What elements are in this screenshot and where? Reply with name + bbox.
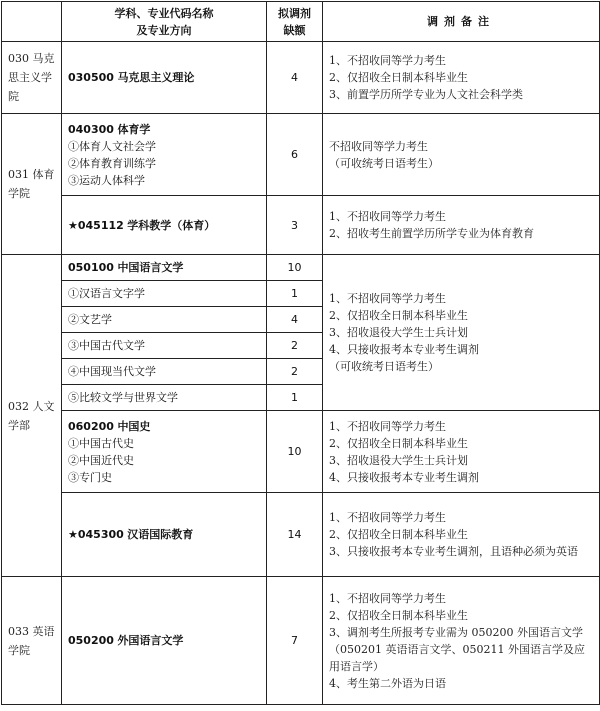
table-row (2, 577, 600, 705)
table-row (2, 196, 600, 255)
quota-cell: 3 (267, 196, 323, 255)
note-line: 不招收同等学力考生 (329, 139, 428, 153)
major-cell (62, 114, 267, 196)
major-cell (62, 577, 267, 705)
note-line: 2、仅招收全日制本科毕业生 (329, 71, 468, 84)
direction-cell: ⑤比较文学与世界文学 (62, 385, 267, 411)
note-line: 2、仅招收全日制本科毕业生 (329, 608, 468, 622)
quota-cell: 6 (267, 114, 323, 196)
note-line: 1、不招收同等学力考生 (329, 419, 446, 433)
table-header-row (2, 2, 600, 42)
note-line: 1、不招收同等学力考生 (329, 591, 446, 605)
major-code: 060200 (68, 419, 114, 433)
header-major (62, 2, 267, 42)
notes-cell (323, 114, 600, 196)
note-line: 3、调剂考生所报考专业需为 050200 外国语言文学（050201 英语语言文学、050211 外国语言学及应用语言学） (329, 625, 585, 673)
major-cell (62, 196, 267, 255)
major-cell (62, 411, 267, 493)
notes-cell (323, 196, 600, 255)
major-code: ★045300 (68, 528, 124, 541)
major-name: 汉语国际教育 (127, 528, 194, 541)
note-line: 2、仅招收全日制本科毕业生 (329, 528, 468, 541)
major-code: 030500 (68, 71, 114, 84)
major-name: 马克思主义理论 (117, 71, 195, 84)
major-code: 040300 (68, 122, 114, 136)
major-name: 学科教学（体育） (127, 218, 216, 232)
notes-cell (323, 255, 600, 411)
major-code: 050200 (68, 634, 114, 647)
table-row (2, 114, 600, 196)
quota-cell: 10 (267, 411, 323, 493)
note-line: （可收统考日语考生） (329, 156, 439, 170)
major-cell (62, 255, 267, 281)
note-line: 3、招收退役大学生士兵计划 (329, 326, 468, 339)
note-line: 1、不招收同等学力考生 (329, 511, 446, 524)
dept-cell-marxism: 030 马克思主义学院 (2, 42, 62, 114)
table-row (2, 42, 600, 114)
note-line: 3、只接收报考本专业考生调剂，且语种必须为英语 (329, 545, 578, 558)
note-line: 4、考生第二外语为日语 (329, 676, 446, 690)
direction-cell: ③中国古代文学 (62, 333, 267, 359)
table-row (2, 255, 600, 281)
dept-cell-humanities: 032 人文学部 (2, 255, 62, 577)
quota-cell: 2 (267, 333, 323, 359)
quota-cell: 2 (267, 359, 323, 385)
header-quota-line1: 拟调剂 (278, 6, 311, 20)
note-line: 4、只接收报考本专业考生调剂 (329, 343, 479, 356)
major-title-line (68, 121, 260, 138)
note-line: 1、不招收同等学力考生 (329, 54, 446, 67)
note-line: 2、招收考生前置学历所学专业为体育教育 (329, 227, 534, 240)
table-row (2, 493, 600, 577)
quota-cell: 4 (267, 307, 323, 333)
notes-cell (323, 577, 600, 705)
header-quota (267, 2, 323, 42)
direction-item: ②中国近代史 (68, 453, 134, 467)
major-cell (62, 493, 267, 577)
quota-cell: 14 (267, 493, 323, 577)
note-line: 3、前置学历所学专业为人文社会科学类 (329, 88, 523, 101)
notes-cell (323, 42, 600, 114)
major-name: 中国语言文学 (117, 261, 184, 274)
major-name: 体育学 (117, 122, 151, 136)
direction-item: ①中国古代史 (68, 436, 134, 450)
adjustment-table (1, 1, 600, 705)
quota-cell: 7 (267, 577, 323, 705)
direction-cell: ①汉语言文字学 (62, 281, 267, 307)
note-line: 1、不招收同等学力考生 (329, 210, 446, 223)
direction-item: ③运动人体科学 (68, 173, 145, 187)
note-line: （可收统考日语考生） (329, 360, 439, 373)
note-line: 2、仅招收全日制本科毕业生 (329, 309, 468, 322)
note-line: 4、只接收报考本专业考生调剂 (329, 470, 479, 484)
major-code: ★045112 (68, 218, 124, 232)
quota-cell: 1 (267, 281, 323, 307)
quota-cell: 4 (267, 42, 323, 114)
direction-item: ③专门史 (68, 470, 112, 484)
direction-cell: ④中国现当代文学 (62, 359, 267, 385)
major-title-line (68, 418, 260, 435)
note-line: 3、招收退役大学生士兵计划 (329, 453, 468, 467)
direction-cell: ②文艺学 (62, 307, 267, 333)
table-row (2, 411, 600, 493)
header-major-line1: 学科、专业代码名称 (114, 6, 214, 20)
notes-cell (323, 411, 600, 493)
header-dept (2, 2, 62, 42)
quota-cell: 1 (267, 385, 323, 411)
major-name: 中国史 (117, 419, 151, 433)
note-line: 1、不招收同等学力考生 (329, 292, 446, 305)
dept-cell-pe: 031 体育学院 (2, 114, 62, 255)
direction-item: ②体育教育训练学 (68, 156, 156, 170)
header-quota-line2: 缺额 (283, 23, 306, 37)
major-cell (62, 42, 267, 114)
header-notes: 调剂备注 (323, 2, 600, 42)
notes-cell (323, 493, 600, 577)
quota-cell: 10 (267, 255, 323, 281)
header-major-line2: 及专业方向 (136, 23, 192, 37)
dept-cell-english: 033 英语学院 (2, 577, 62, 705)
note-line: 2、仅招收全日制本科毕业生 (329, 436, 468, 450)
major-name: 外国语言文学 (117, 634, 184, 647)
direction-item: ①体育人文社会学 (68, 139, 156, 153)
major-code: 050100 (68, 261, 114, 274)
